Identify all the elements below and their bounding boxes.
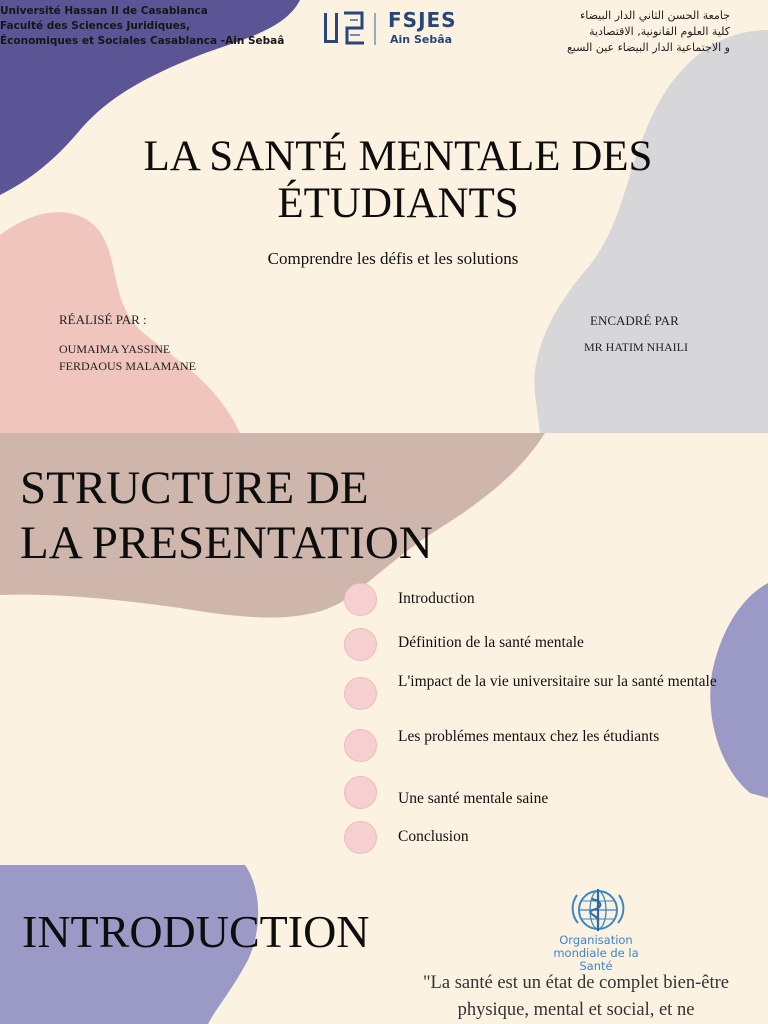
made-by-label: RÉALISÉ PAR : bbox=[59, 312, 147, 327]
university-ar-line: جامعة الحسن الثاني الدار البيضاء bbox=[580, 9, 730, 22]
who-logo bbox=[541, 889, 651, 973]
title-line: LA PRESENTATION bbox=[20, 517, 433, 569]
logo-subtitle: Ain Sebâa bbox=[390, 33, 453, 46]
who-name-line: mondiale de la Santé bbox=[553, 946, 639, 973]
bullet-circle-icon bbox=[344, 628, 377, 661]
structure-title bbox=[20, 461, 433, 571]
presentation-title bbox=[0, 133, 768, 227]
introduction-title: INTRODUCTION bbox=[22, 906, 370, 957]
university-ar-line: كلية العلوم القانونية, الاقتصادية bbox=[589, 25, 730, 38]
university-fr-line: Faculté des Sciences Juridiques, bbox=[0, 20, 191, 32]
university-fr-line: Université Hassan II de Casablanca bbox=[0, 5, 208, 17]
title-line: ÉTUDIANTS bbox=[277, 180, 519, 227]
who-definition-quote: "La santé est un état de complet bien-être physique, mental et social, et ne bbox=[423, 973, 729, 1020]
who-name-line: Organisation bbox=[559, 933, 633, 947]
author-name: FERDAOUS MALAMANE bbox=[59, 359, 197, 373]
presentation-subtitle: Comprendre les défis et les solutions bbox=[267, 249, 519, 268]
agenda-item-label: Les problémes mentaux chez les étudiants bbox=[398, 728, 660, 745]
agenda-item-label: Introduction bbox=[398, 590, 475, 607]
agenda-item-label: L'impact de la vie universitaire sur la santé mentale bbox=[398, 673, 717, 690]
bullet-circle-icon bbox=[344, 583, 377, 616]
slide-title bbox=[0, 0, 768, 433]
logo-name: FSJES bbox=[388, 8, 457, 32]
agenda-item-label: Définition de la santé mentale bbox=[398, 634, 584, 651]
fsjes-emblem-icon bbox=[322, 10, 382, 50]
bullet-circle-icon bbox=[344, 821, 377, 854]
slide-introduction bbox=[0, 865, 768, 1024]
agenda-item-label: Une santé mentale saine bbox=[398, 790, 549, 807]
bullet-circle-icon bbox=[344, 776, 377, 809]
university-ar-line: و الاجتماعية الدار البيضاء عين السبع bbox=[566, 41, 730, 54]
agenda-item-label: Conclusion bbox=[398, 828, 469, 845]
title-line: LA SANTÉ MENTALE DES bbox=[143, 133, 653, 180]
who-name bbox=[541, 934, 651, 973]
university-name-fr bbox=[0, 4, 284, 49]
gray-blob bbox=[534, 30, 768, 433]
slide-structure bbox=[0, 433, 768, 865]
who-emblem-icon bbox=[541, 889, 651, 933]
bullet-circle-icon bbox=[344, 677, 377, 710]
university-fr-line: Économiques et Sociales Casablanca -Ain Sebaâ bbox=[0, 35, 285, 47]
supervised-by-label: ENCADRÉ PAR bbox=[590, 313, 679, 328]
fsjes-logo bbox=[322, 8, 462, 50]
title-line: STRUCTURE DE bbox=[20, 462, 369, 514]
university-name-ar bbox=[567, 8, 730, 56]
bullet-circle-icon bbox=[344, 729, 377, 762]
author-name: OUMAIMA YASSINE bbox=[59, 342, 171, 356]
supervisor-name: MR HATIM NHAILI bbox=[584, 340, 688, 354]
